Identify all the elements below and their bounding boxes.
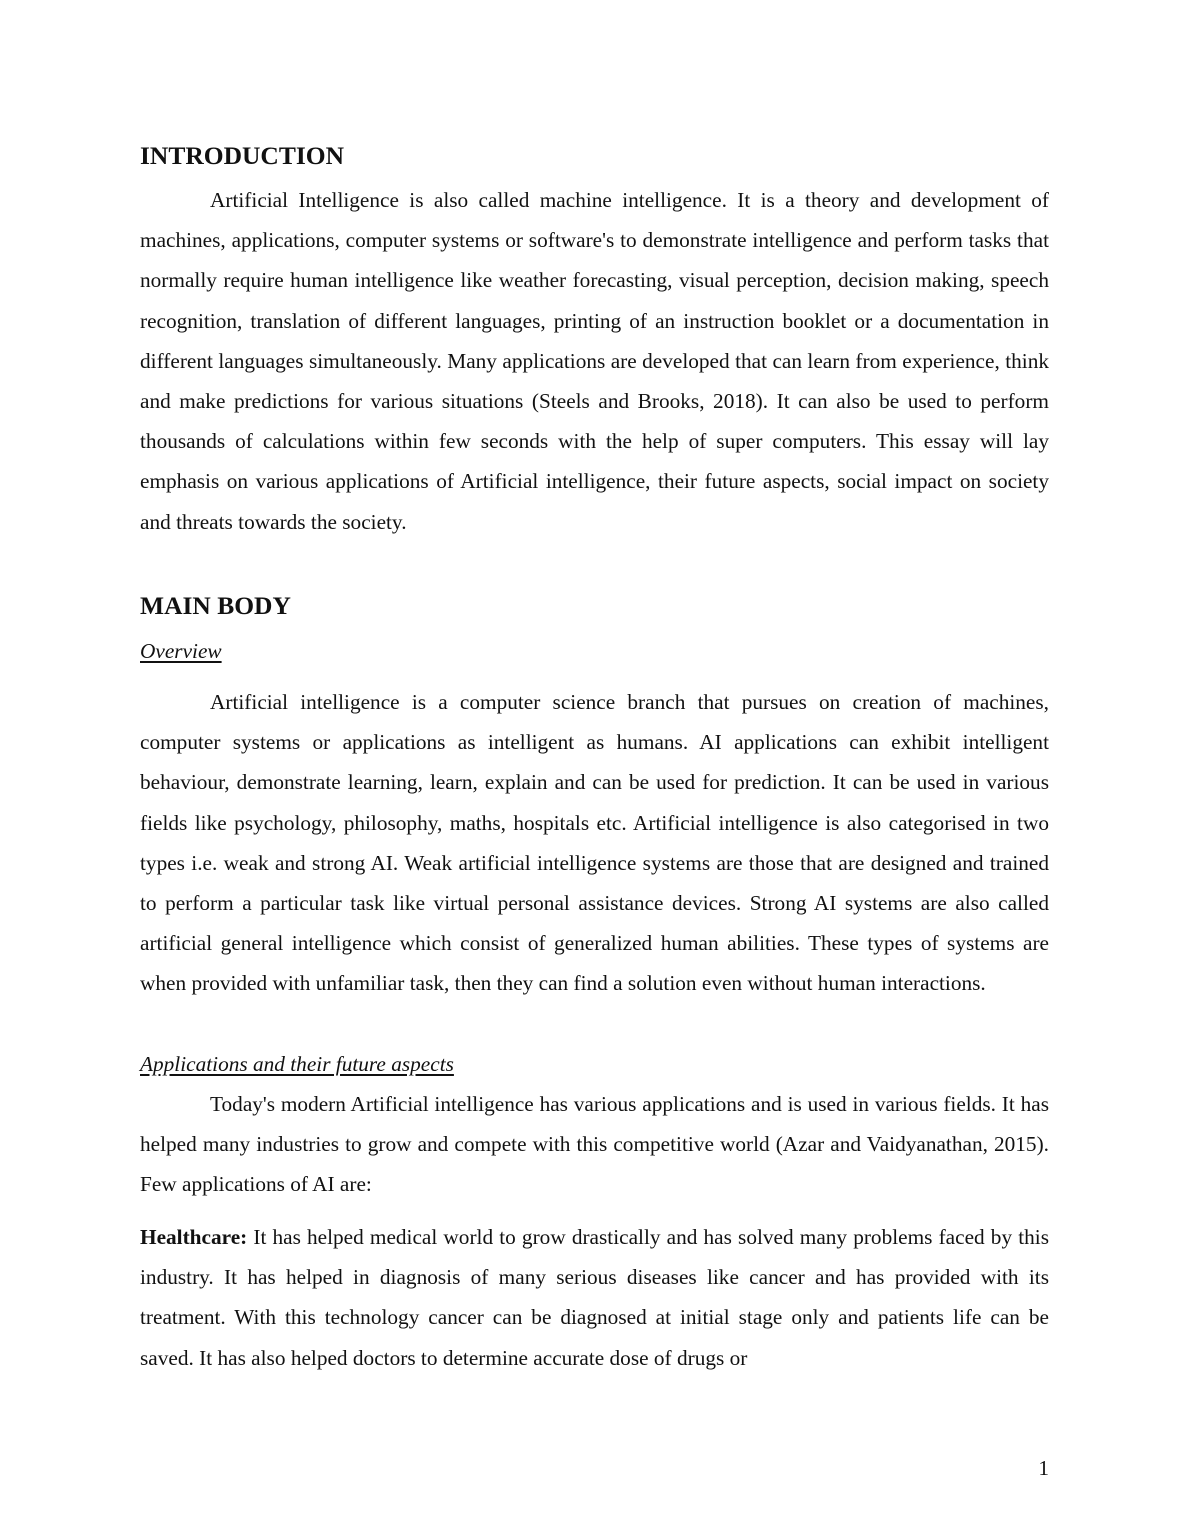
applications-subheading: Applications and their future aspects [140,1052,454,1076]
applications-paragraph: Today's modern Artificial intelligence has various applications and is used in various fields. It has helped many industries to grow and compete with this competitive world (Azar and Vaidyanathan, 2015). Few applications of AI are: [140,1092,1049,1197]
page-number: 1 [1038,1456,1049,1480]
healthcare-label: Healthcare: [140,1225,248,1249]
document-page [140,0,1049,1540]
main-body-heading: MAIN BODY [140,591,291,620]
overview-paragraph: Artificial intelligence is a computer science branch that pursues on creation of machines, computer systems or applications as intelligent as humans. AI applications can exhibit intelligent behaviour, demonstrate learning, learn, explain and can be used for prediction. It can be used in various fields like psychology, philosophy, maths, hospitals etc. Artificial intelligence is also categorised in two types i.e. weak and strong AI. Weak artificial intelligence systems are those that are designed and trained to perform a particular task like virtual personal assistance devices. Strong AI systems are also called artificial general intelligence which consist of generalized human abilities. These types of systems are when provided with unfamiliar task, then they can find a solution even without human interactions. [140,690,1049,996]
overview-subheading: Overview [140,639,222,663]
introduction-heading: INTRODUCTION [140,141,345,170]
introduction-paragraph: Artificial Intelligence is also called machine intelligence. It is a theory and development of machines, applications, computer systems or software's to demonstrate intelligence and perform tasks that normally require human intelligence like weather forecasting, visual perception, decision making, speech recognition, translation of different languages, printing of an instruction booklet or a documentation in different languages simultaneously. Many applications are developed that can learn from experience, think and make predictions for various situations (Steels and Brooks, 2018). It can also be used to perform thousands of calculations within few seconds with the help of super computers. This essay will lay emphasis on various applications of Artificial intelligence, their future aspects, social impact on society and threats towards the society. [140,188,1049,534]
healthcare-text: It has helped medical world to grow drastically and has solved many problems faced by this industry. It has helped in diagnosis of many serious diseases like cancer and has provided with its treatment. With this technology cancer can be diagnosed at initial stage only and patients life can be saved. It has also helped doctors to determine accurate dose of drugs or [140,1225,1049,1370]
healthcare-paragraph [140,1217,1049,1378]
